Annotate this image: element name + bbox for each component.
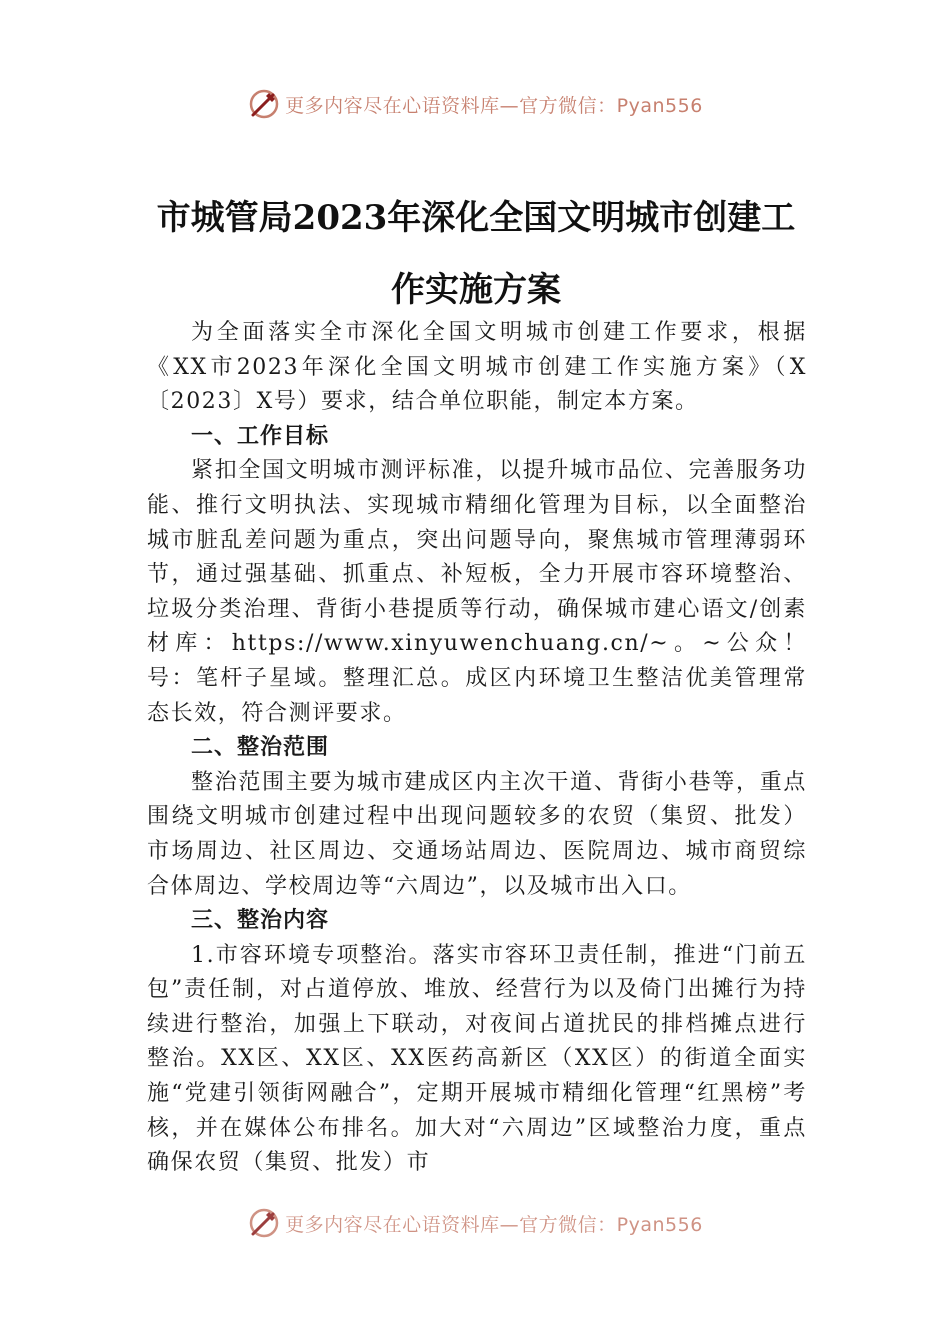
section-1-heading: 一、工作目标 — [191, 423, 330, 449]
document-title — [145, 182, 807, 326]
section-1-paragraph: 紧扣全国文明城市测评标准，以提升城市品位、完善服务功能、推行文明执法、实现城市精细化管理为目标，以全面整治城市脏乱差问题为重点，突出问题导向，聚焦城市管理薄弱环节，通过强基础、抓重点、补短板，全力开展市容环境整治、垃圾分类治理、背街小巷提质等行动，确保城市建心语文/创素材库：https://www.xinyuwenchuang.cn/~。~公众！号：笔杆子星域。整理汇总。成区内环境卫生整洁优美管理常态长效，符合测评要求。 — [147, 458, 807, 726]
section-3-item-1: 1.市容环境专项整治。落实市容环卫责任制，推进“门前五包”责任制，对占道停放、堆放、经营行为以及倚门出摊行为持续进行整治，加强上下联动，对夜间占道扰民的排档摊点进行整治。XX区、XX区、XX医药高新区（XX区）的街道全面实施“党建引领街网融合”，定期开展城市精细化管理“红黑榜”考核，并在媒体公布排名。加大对“六周边”区域整治力度，重点确保农贸（集贸、批发）市 — [147, 942, 807, 1176]
pen-logo-icon — [247, 1206, 281, 1240]
watermark-text: 更多内容尽在心语资料库—官方微信：Pyan556 — [285, 94, 703, 117]
section-2-paragraph: 整治范围主要为城市建成区内主次干道、背街小巷等，重点围绕文明城市创建过程中出现问题较多的农贸（集贸、批发）市场周边、社区周边、交通场站周边、医院周边、城市商贸综合体周边、学校周边等“六周边”，以及城市出入口。 — [147, 769, 807, 899]
intro-paragraph: 为全面落实全市深化全国文明城市创建工作要求，根据《XX市2023年深化全国文明城市创建工作实施方案》（X〔2023〕X号）要求，结合单位职能，制定本方案。 — [147, 320, 807, 415]
title-line-2: 作实施方案 — [391, 270, 561, 310]
document-body — [147, 316, 807, 1181]
title-line-1: 市城管局2023年深化全国文明城市创建工 — [156, 198, 796, 238]
section-2-heading: 二、整治范围 — [191, 735, 330, 761]
watermark-banner-bottom — [0, 1203, 950, 1243]
pen-logo-icon — [247, 87, 281, 121]
watermark-text-bottom: 更多内容尽在心语资料库—官方微信：Pyan556 — [285, 1213, 703, 1236]
watermark-banner-top — [0, 84, 950, 124]
section-3-heading: 三、整治内容 — [191, 908, 330, 934]
